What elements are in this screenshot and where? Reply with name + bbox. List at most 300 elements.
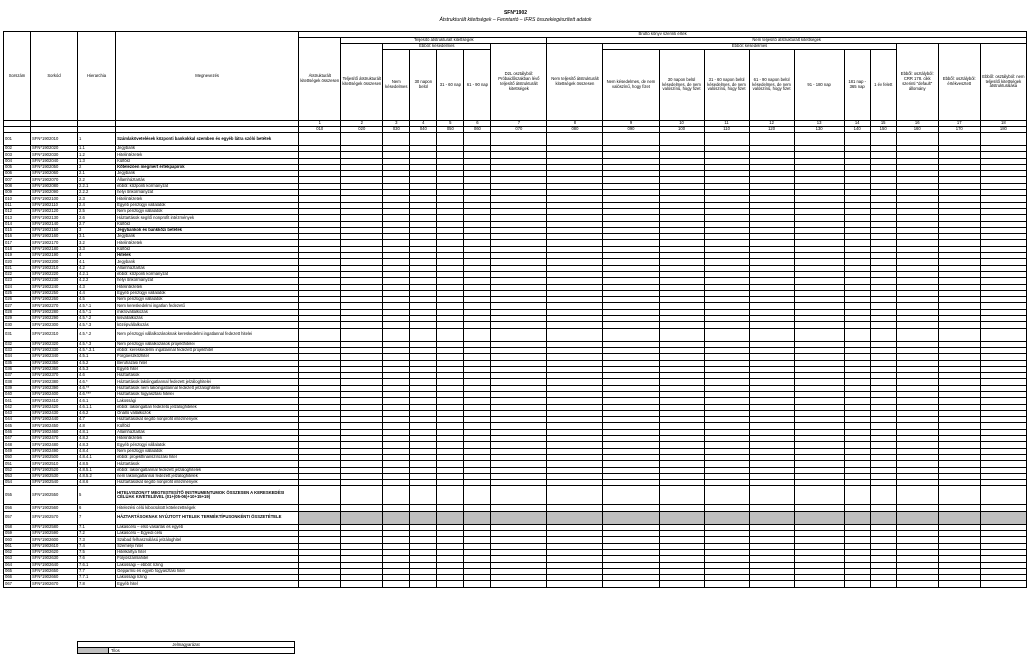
header-col-8: Nem teljesítő átstrukturált kitettségek összesen (547, 44, 603, 121)
row-serial: 056 (4, 505, 31, 511)
column-code: 070 (491, 127, 547, 133)
value-cell[interactable] (437, 511, 464, 524)
row-serial: 010 (4, 196, 31, 202)
row-code: SFN*1902060 (31, 171, 78, 177)
row-serial: 050 (4, 454, 31, 460)
value-cell[interactable] (704, 486, 749, 505)
row-name: Lakáscélú – Egyedi célú (116, 531, 299, 537)
row-code: SFN*1902260 (31, 297, 78, 303)
row-hierarchy: 4.5.*.1 (78, 303, 116, 309)
row-hierarchy: 7.2 (78, 531, 116, 537)
value-cell[interactable] (870, 133, 896, 146)
value-cell[interactable] (464, 581, 491, 587)
row-code: SFN*1902360 (31, 366, 78, 372)
row-hierarchy: 2.2 (78, 177, 116, 183)
row-hierarchy: 7.1 (78, 524, 116, 530)
row-code: SFN*1902520 (31, 467, 78, 473)
value-cell[interactable] (437, 581, 464, 587)
row-code: SFN*1902370 (31, 373, 78, 379)
header-sorkod: Sorkód (31, 32, 78, 121)
row-hierarchy: 4.6.*** (78, 391, 116, 397)
row-hierarchy: 7.3 (78, 537, 116, 543)
column-number: 17 (938, 121, 980, 127)
value-cell[interactable] (844, 486, 870, 505)
row-code: SFN*1902040 (31, 158, 78, 164)
row-code: SFN*1902580 (31, 524, 78, 530)
value-cell[interactable] (938, 486, 980, 505)
row-serial: 055 (4, 486, 31, 505)
table-row (4, 133, 1027, 146)
row-name: Hitelek (116, 253, 299, 259)
value-cell[interactable] (659, 581, 704, 587)
header-hierarchia: Hierarchia (78, 32, 116, 121)
row-name: Háztartásokat segítő nonprofit intézmények (116, 417, 299, 423)
row-code: SFN*1902150 (31, 227, 78, 233)
column-number: 4 (410, 121, 437, 127)
row-serial: 061 (4, 543, 31, 549)
value-cell[interactable] (844, 581, 870, 587)
value-cell[interactable] (491, 328, 547, 341)
row-code: SFN*1902130 (31, 215, 78, 221)
row-serial: 049 (4, 448, 31, 454)
row-code: SFN*1902340 (31, 354, 78, 360)
value-cell[interactable] (299, 511, 341, 524)
value-cell[interactable] (896, 133, 938, 146)
value-cell[interactable] (870, 511, 896, 524)
value-cell[interactable] (603, 328, 659, 341)
header-col-2: Teljesítő átstrukturált kitettségek összesen (341, 44, 383, 121)
row-name: Folyószámlahitel (116, 556, 299, 562)
row-name: Hitelkártya hitel (116, 549, 299, 555)
value-cell[interactable] (464, 133, 491, 146)
row-code: SFN*1902030 (31, 152, 78, 158)
row-hierarchy: 2.2.1 (78, 183, 116, 189)
row-code: SFN*1902490 (31, 448, 78, 454)
row-name: Külföld (116, 246, 299, 252)
row-serial: 041 (4, 398, 31, 404)
row-name: Államháztartás (116, 429, 299, 435)
value-cell[interactable] (547, 511, 603, 524)
value-cell[interactable] (603, 581, 659, 587)
value-cell[interactable] (410, 133, 437, 146)
row-name: nem lakóingatlannal fedezett jelzáloghitelek (116, 473, 299, 479)
row-name: Kötelezően megmért értékpapírok (116, 164, 299, 170)
column-number: 2 (341, 121, 383, 127)
row-code: SFN*1902280 (31, 309, 78, 315)
row-name: Szabad felhasználású jelzáloghitel (116, 537, 299, 543)
row-hierarchy: 4.6.* (78, 379, 116, 385)
row-code: SFN*1902090 (31, 190, 78, 196)
row-hierarchy: 4.8.4.1 (78, 454, 116, 460)
value-cell[interactable] (603, 486, 659, 505)
value-cell[interactable] (299, 133, 341, 146)
value-cell[interactable] (603, 133, 659, 146)
value-cell[interactable] (980, 133, 1026, 146)
value-cell[interactable] (341, 133, 383, 146)
value-cell[interactable] (410, 581, 437, 587)
table-row (4, 511, 1027, 524)
row-serial: 039 (4, 385, 31, 391)
row-serial: 012 (4, 208, 31, 214)
row-hierarchy: 4.6.2 (78, 410, 116, 416)
row-code: SFN*1902610 (31, 543, 78, 549)
header-col-4: 30 napon belül (410, 50, 437, 121)
header-col-9: Nem késedelmes, de nem valószínű, hogy fizet (603, 50, 659, 121)
row-hierarchy: 4.6.** (78, 385, 116, 391)
row-hierarchy: 4.3 (78, 284, 116, 290)
header-col-10: 30 napon belül késedelmes, de nem valószínű, hogy fizet (659, 50, 704, 121)
row-serial: 003 (4, 152, 31, 158)
value-cell[interactable] (547, 486, 603, 505)
value-cell[interactable] (704, 133, 749, 146)
row-serial: 034 (4, 354, 31, 360)
value-cell[interactable] (383, 486, 410, 505)
row-serial: 019 (4, 253, 31, 259)
value-cell[interactable] (749, 486, 794, 505)
header-megnevezes: Megnevezés (116, 32, 299, 121)
row-code: SFN*1902620 (31, 549, 78, 555)
header-col-13: 91 - 180 nap (794, 50, 844, 121)
row-hierarchy: 2.7 (78, 221, 116, 227)
row-hierarchy: 2.2.2 (78, 190, 116, 196)
row-hierarchy: 4.6.1 (78, 398, 116, 404)
row-name: Háztartások nem lakóingatlannal fedezett jelzáloghitelei (116, 385, 299, 391)
row-code: SFN*1902070 (31, 177, 78, 183)
column-code: 030 (383, 127, 410, 133)
header-col-11: 31 - 60 napon belül késedelmes, de nem valószínű, hogy fizet (704, 50, 749, 121)
row-name: Egyéb pénzügyi vállalatok (116, 202, 299, 208)
value-cell[interactable] (896, 581, 938, 587)
legend-title: Jelmagyarázat (77, 641, 295, 648)
row-serial: 042 (4, 404, 31, 410)
value-cell[interactable] (749, 511, 794, 524)
row-name: HITELVISZONYT MEGTESTESÍTŐ INSTRUMENTUMOK ÖSSZESEN A KERESKEDÉSI CÉLÚAK KIVÉTELÉVEL (01+(05-06)+10+15+19) (116, 486, 299, 505)
row-code: SFN*1902220 (31, 271, 78, 277)
row-code: SFN*1902640 (31, 562, 78, 568)
value-cell[interactable] (704, 581, 749, 587)
row-serial: 062 (4, 549, 31, 555)
value-cell[interactable] (464, 328, 491, 341)
column-number: 13 (794, 121, 844, 127)
row-hierarchy: 4.5.2 (78, 360, 116, 366)
value-cell[interactable] (844, 133, 870, 146)
value-cell[interactable] (749, 581, 794, 587)
value-cell[interactable] (410, 511, 437, 524)
row-hierarchy: 2.1 (78, 171, 116, 177)
value-cell[interactable] (938, 581, 980, 587)
row-name: Lakossági – ebből: lízing (116, 562, 299, 568)
value-cell[interactable] (844, 511, 870, 524)
value-cell[interactable] (547, 328, 603, 341)
row-name: Jegybank (116, 259, 299, 265)
row-name: Államháztartás (116, 265, 299, 271)
row-name: Nem pénzügyi vállalatok (116, 297, 299, 303)
row-code: SFN*1902630 (31, 556, 78, 562)
header-col-1: Átstrukturált kitettségek összesen (299, 38, 341, 121)
row-serial: 046 (4, 429, 31, 435)
row-name: Hitelintézetek (116, 196, 299, 202)
row-hierarchy: 4.5 (78, 297, 116, 303)
row-code: SFN*1902100 (31, 196, 78, 202)
row-name: Hitelintézetek (116, 436, 299, 442)
value-cell[interactable] (491, 133, 547, 146)
row-serial: 058 (4, 524, 31, 530)
value-cell[interactable] (749, 133, 794, 146)
value-cell[interactable] (341, 581, 383, 587)
row-serial: 036 (4, 366, 31, 372)
header-col-16: Ebből: osztályból: CRR 178. cikk szerinti "default" állomány (896, 44, 938, 121)
row-hierarchy: 4.4 (78, 290, 116, 296)
row-serial: 037 (4, 373, 31, 379)
row-code: SFN*1902250 (31, 290, 78, 296)
value-cell[interactable] (547, 581, 603, 587)
row-code: SFN*1902460 (31, 429, 78, 435)
row-name: Jegybankok és bankközi betétek (116, 227, 299, 233)
row-serial: 044 (4, 417, 31, 423)
value-cell[interactable] (464, 511, 491, 524)
value-cell[interactable] (437, 133, 464, 146)
value-cell[interactable] (980, 581, 1026, 587)
row-name: Nem pénzügyi vállalkozások projekthitelei (116, 341, 299, 347)
column-number: 11 (704, 121, 749, 127)
row-hierarchy: 4.2.1 (78, 271, 116, 277)
row-name: Hitelintézetek (116, 284, 299, 290)
row-hierarchy: 7.8 (78, 581, 116, 587)
value-cell[interactable] (299, 581, 341, 587)
value-cell[interactable] (437, 486, 464, 505)
value-cell[interactable] (491, 486, 547, 505)
row-name: HÁZTARTÁSOKNAK NYÚJTOTT HITELEK TERMÉKTÍPUSONKÉNTI ÖSSZETÉTELE (116, 511, 299, 524)
row-hierarchy: 4.2.2 (78, 278, 116, 284)
row-serial: 064 (4, 562, 31, 568)
value-cell[interactable] (383, 581, 410, 587)
value-cell[interactable] (870, 581, 896, 587)
row-code: SFN*1902210 (31, 265, 78, 271)
row-serial: 035 (4, 360, 31, 366)
row-name: Gépjármű és egyéb fogyasztási hitel (116, 568, 299, 574)
column-code: 140 (844, 127, 870, 133)
row-serial: 066 (4, 575, 31, 581)
row-code: SFN*1902500 (31, 454, 78, 460)
row-code: SFN*1902330 (31, 347, 78, 353)
header-sub-esedekes-1: Ebből: késedelmes (383, 44, 491, 50)
row-code: SFN*1902230 (31, 278, 78, 284)
row-serial: 067 (4, 581, 31, 587)
row-serial: 015 (4, 227, 31, 233)
row-code: SFN*1902570 (31, 511, 78, 524)
value-cell[interactable] (794, 486, 844, 505)
column-number: 10 (659, 121, 704, 127)
row-serial: 026 (4, 297, 31, 303)
row-serial: 001 (4, 133, 31, 146)
row-hierarchy: 4.8.5 (78, 461, 116, 467)
row-code: SFN*1902670 (31, 581, 78, 587)
value-cell[interactable] (794, 581, 844, 587)
value-cell[interactable] (794, 133, 844, 146)
column-code: 060 (464, 127, 491, 133)
row-name: Jegybank (116, 146, 299, 152)
row-name: Háztartásokat segítő nonprofit intézmények (116, 480, 299, 486)
value-cell[interactable] (659, 486, 704, 505)
column-number: 5 (437, 121, 464, 127)
value-cell[interactable] (980, 486, 1026, 505)
row-name: Számlakövetelések központi bankokkal szemben és egyéb látra szóló betétek (116, 133, 299, 146)
row-serial: 053 (4, 473, 31, 479)
row-name: Lakossági lízing (116, 575, 299, 581)
row-code: SFN*1902180 (31, 246, 78, 252)
row-serial: 018 (4, 246, 31, 252)
value-cell[interactable] (938, 133, 980, 146)
row-hierarchy: 3.2 (78, 240, 116, 246)
row-name: Hitelintézetek (116, 152, 299, 158)
row-code: SFN*1902350 (31, 360, 78, 366)
row-name: középvállalkozás (116, 322, 299, 328)
row-name: ebből: projektfinanszírozási hitel (116, 454, 299, 460)
row-serial: 025 (4, 290, 31, 296)
value-cell[interactable] (794, 511, 844, 524)
value-cell[interactable] (383, 328, 410, 341)
row-name: Egyéb hitel (116, 366, 299, 372)
header-sub-esedekes-2: Ebből: késedelmes (603, 44, 896, 50)
data-table (3, 31, 1027, 588)
value-cell[interactable] (659, 511, 704, 524)
value-cell[interactable] (341, 328, 383, 341)
column-number: 7 (491, 121, 547, 127)
value-cell[interactable] (704, 511, 749, 524)
row-name: ebből: lakóingatlan fedezetű jelzáloghitelek (116, 404, 299, 410)
row-name: Háztartások lakóingatlannal fedezett jelzáloghitelei (116, 379, 299, 385)
row-hierarchy: 7 (78, 511, 116, 524)
value-cell[interactable] (659, 328, 704, 341)
column-number: 6 (464, 121, 491, 127)
value-cell[interactable] (464, 486, 491, 505)
row-name: ebből: központi kormányzat (116, 183, 299, 189)
row-hierarchy: 4.5.*.2 (78, 328, 116, 341)
row-serial: 006 (4, 171, 31, 177)
value-cell[interactable] (870, 328, 896, 341)
row-hierarchy: 4.5.1 (78, 354, 116, 360)
row-name: Hitelezési célú kibocsátott kötelezettségek (116, 505, 299, 511)
row-hierarchy: 4.6.1.1 (78, 404, 116, 410)
header-col-18: Ebből: osztályból: nem teljesítő kitettségek átstrukturálása (980, 44, 1026, 121)
row-name: Jegybank (116, 171, 299, 177)
value-cell[interactable] (980, 511, 1026, 524)
row-code: SFN*1902160 (31, 234, 78, 240)
table-row (4, 581, 1027, 587)
row-hierarchy: 7.7 (78, 568, 116, 574)
value-cell[interactable] (896, 486, 938, 505)
column-number: 3 (383, 121, 410, 127)
header-col-5: 31 - 60 nap (437, 50, 464, 121)
value-cell[interactable] (659, 133, 704, 146)
header-group-top: Bruttó könyv szerinti érték (299, 32, 1027, 38)
row-hierarchy: 4.1 (78, 259, 116, 265)
header-col-14: 181 nap - 365 nap (844, 50, 870, 121)
value-cell[interactable] (938, 511, 980, 524)
column-number: 16 (896, 121, 938, 127)
row-code: SFN*1902480 (31, 442, 78, 448)
value-cell[interactable] (299, 486, 341, 505)
value-cell[interactable] (794, 328, 844, 341)
value-cell[interactable] (749, 328, 794, 341)
row-code: SFN*1902470 (31, 436, 78, 442)
value-cell[interactable] (704, 328, 749, 341)
row-name: helyi önkormányzat (116, 190, 299, 196)
row-code: SFN*1902650 (31, 568, 78, 574)
value-cell[interactable] (896, 328, 938, 341)
row-serial: 013 (4, 215, 31, 221)
row-serial: 033 (4, 347, 31, 353)
value-cell[interactable] (547, 133, 603, 146)
row-serial: 028 (4, 309, 31, 315)
value-cell[interactable] (603, 511, 659, 524)
value-cell[interactable] (299, 328, 341, 341)
row-serial: 032 (4, 341, 31, 347)
header-col-3: Nem késedelmes (383, 50, 410, 121)
row-code: SFN*1902020 (31, 146, 78, 152)
value-cell[interactable] (383, 133, 410, 146)
row-name: Forgóeszközhitel (116, 354, 299, 360)
row-hierarchy: 4.8.5.2 (78, 473, 116, 479)
row-hierarchy: 4 (78, 253, 116, 259)
row-hierarchy: 4.5.*.3 (78, 341, 116, 347)
row-name: Lakáscélú – első vásárlás és egyéb (116, 524, 299, 530)
row-hierarchy: 4.6 (78, 373, 116, 379)
value-cell[interactable] (870, 486, 896, 505)
row-code: SFN*1902120 (31, 208, 78, 214)
row-name: Háztartások (116, 373, 299, 379)
row-code: SFN*1902540 (31, 480, 78, 486)
row-serial: 008 (4, 183, 31, 189)
row-hierarchy: 7.5 (78, 549, 116, 555)
row-name: mikrovállalkozás (116, 309, 299, 315)
column-code: 160 (896, 127, 938, 133)
row-serial: 045 (4, 423, 31, 429)
value-cell[interactable] (410, 486, 437, 505)
row-name: Nem pénzügyi vállalatok (116, 208, 299, 214)
row-serial: 059 (4, 531, 31, 537)
value-cell[interactable] (341, 511, 383, 524)
value-cell[interactable] (341, 486, 383, 505)
row-hierarchy: 1.1 (78, 146, 116, 152)
row-hierarchy: 4.8.6 (78, 480, 116, 486)
row-name: Nem pénzügyi vállalatok (116, 448, 299, 454)
value-cell[interactable] (410, 328, 437, 341)
value-cell[interactable] (980, 328, 1026, 341)
row-hierarchy: 4.7 (78, 417, 116, 423)
row-serial: 027 (4, 303, 31, 309)
page-subtitle: Átstrukturált kitettségek – Fenntartó – IFRS összekiegészített adatok (439, 17, 592, 23)
value-cell[interactable] (383, 511, 410, 524)
value-cell[interactable] (896, 511, 938, 524)
row-hierarchy: 4.8.3 (78, 442, 116, 448)
value-cell[interactable] (938, 328, 980, 341)
value-cell[interactable] (491, 581, 547, 587)
value-cell[interactable] (844, 328, 870, 341)
legend-row (77, 648, 295, 654)
row-code: SFN*1902140 (31, 221, 78, 227)
row-serial: 007 (4, 177, 31, 183)
row-serial: 043 (4, 410, 31, 416)
row-code: SFN*1902310 (31, 328, 78, 341)
row-hierarchy: 1 (78, 133, 116, 146)
row-code: SFN*1902420 (31, 404, 78, 410)
value-cell[interactable] (437, 328, 464, 341)
row-code: SFN*1902450 (31, 423, 78, 429)
value-cell[interactable] (491, 511, 547, 524)
row-hierarchy: 1.3 (78, 158, 116, 164)
column-code: 080 (547, 127, 603, 133)
